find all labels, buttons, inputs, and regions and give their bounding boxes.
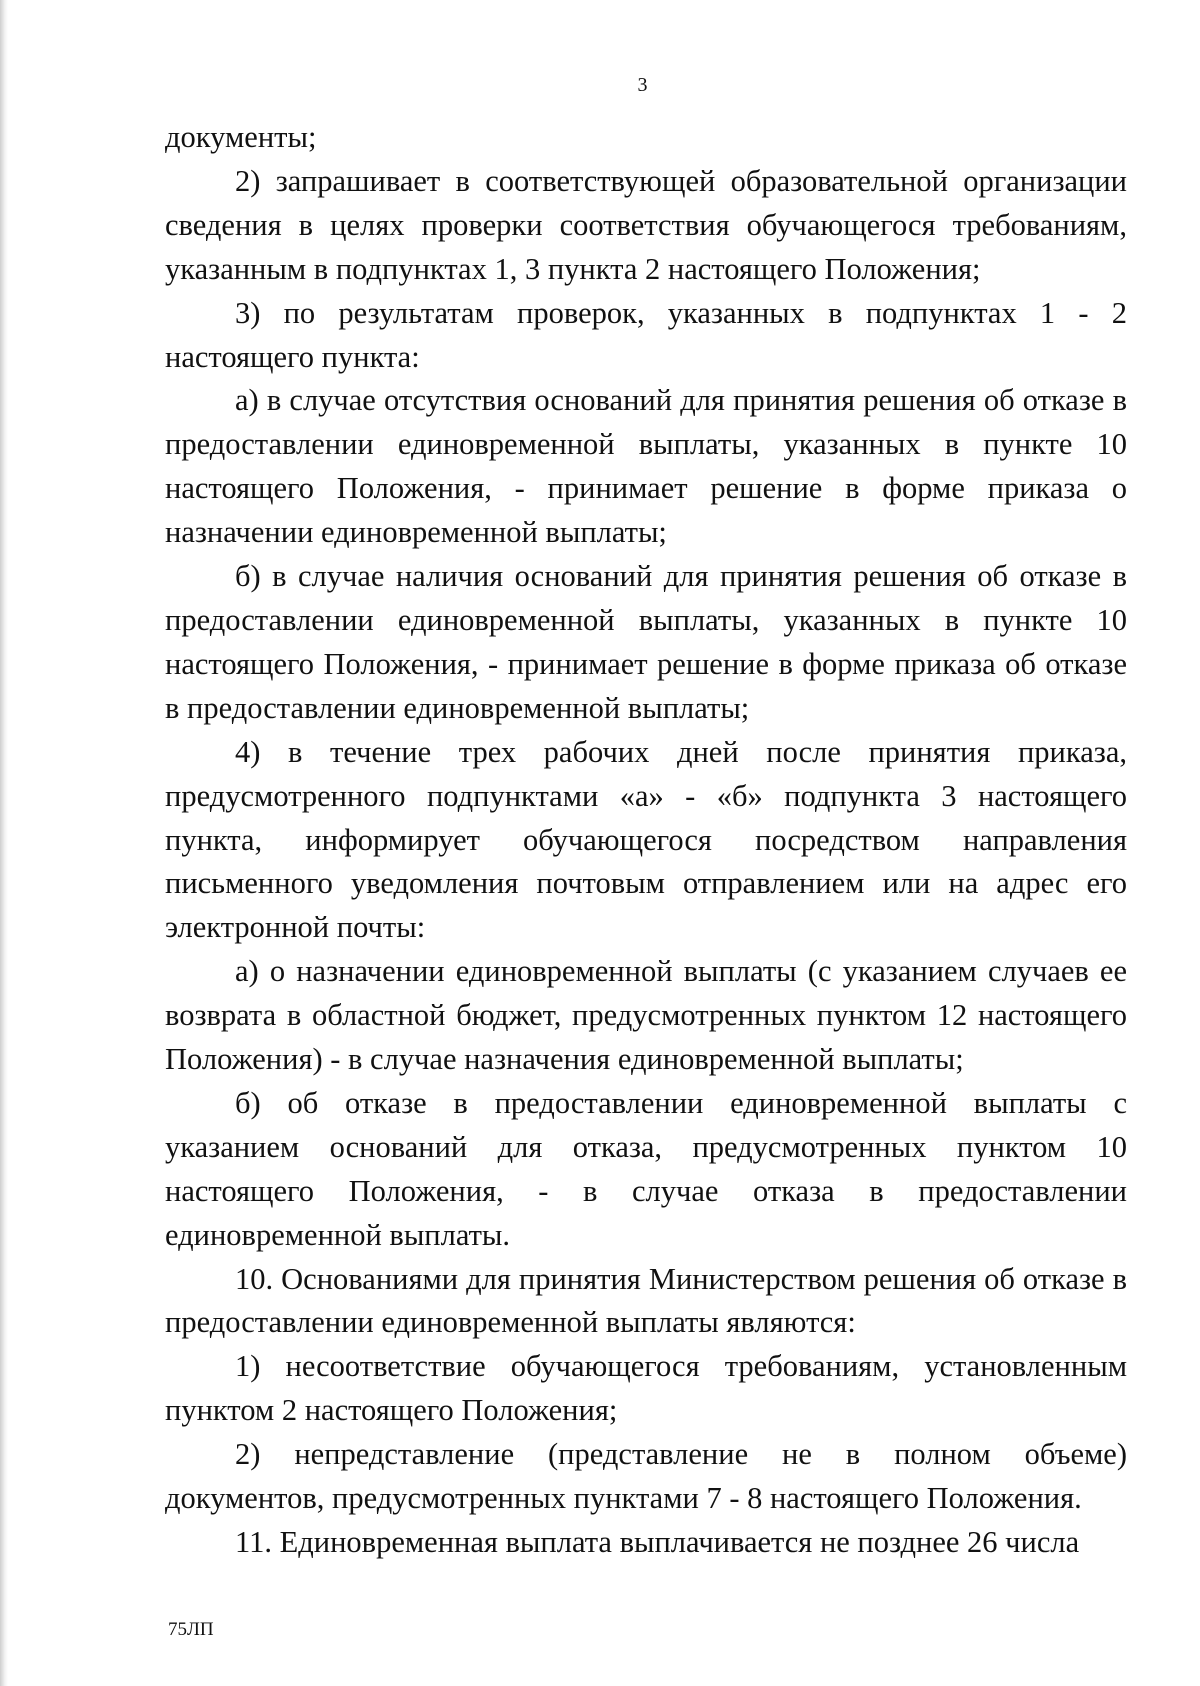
paragraph-clause-10-item-2: 2) непредставление (представление не в полном объеме) документов, предусмотренных пунктами 7 - 8 настоящего Положения.: [165, 1437, 1127, 1516]
paragraph-continuation: документы;: [165, 120, 317, 154]
paragraph-item-2: 2) запрашивает в соответствующей образовательной организации сведения в целях проверки соответствия обучающегося требованиям, указанным в подпунктах 1, 3 пункта 2 настоящего Положения;: [165, 163, 1127, 286]
paragraph-subitem-a: а) в случае отсутствия оснований для принятия решения об отказе в предоставлении единовременной выплаты, указанных в пункте 10 настоящего Положения, - принимает решение в форме приказа о назначении единовременной выплаты;: [165, 383, 1127, 550]
document-body: [165, 116, 1127, 1565]
paragraph-item-3: 3) по результатам проверок, указанных в подпунктах 1 - 2 настоящего пункта:: [165, 295, 1127, 374]
paragraph-subitem-b: б) в случае наличия оснований для принятия решения об отказе в предоставлении единовременной выплаты, указанных в пункте 10 настоящего Положения, - принимает решение в форме приказа об отказе в предоставлении единовременной выплаты;: [165, 559, 1127, 725]
paragraph-item-4: 4) в течение трех рабочих дней после принятия приказа, предусмотренного подпунктами «а» - «б» подпункта 3 настоящего пункта, информирует обучающегося посредством направления письменного уведомления почтовым отправлением или на адрес его электронной почты:: [165, 734, 1127, 945]
paragraph-clause-10: 10. Основаниями для принятия Министерством решения об отказе в предоставлении единовременной выплаты являются:: [165, 1261, 1127, 1340]
paragraph-subitem-a-notify: а) о назначении единовременной выплаты (с указанием случаев ее возврата в областной бюджет, предусмотренных пунктом 12 настоящего Положения) - в случае назначения единовременной выплаты;: [165, 954, 1127, 1077]
footer-document-code: 75ЛП: [168, 1619, 214, 1640]
paragraph-clause-11: 11. Единовременная выплата выплачивается не позднее 26 числа: [235, 1525, 1080, 1559]
scan-edge: [0, 0, 8, 1686]
page-number: 3: [637, 74, 648, 96]
paragraph-clause-10-item-1: 1) несоответствие обучающегося требованиям, установленным пунктом 2 настоящего Положения;: [165, 1349, 1127, 1428]
paragraph-subitem-b-notify: б) об отказе в предоставлении единовременной выплаты с указанием оснований для отказа, предусмотренных пунктом 10 настоящего Положения, - в случае отказа в предоставлении единовременной выплаты.: [165, 1085, 1127, 1252]
